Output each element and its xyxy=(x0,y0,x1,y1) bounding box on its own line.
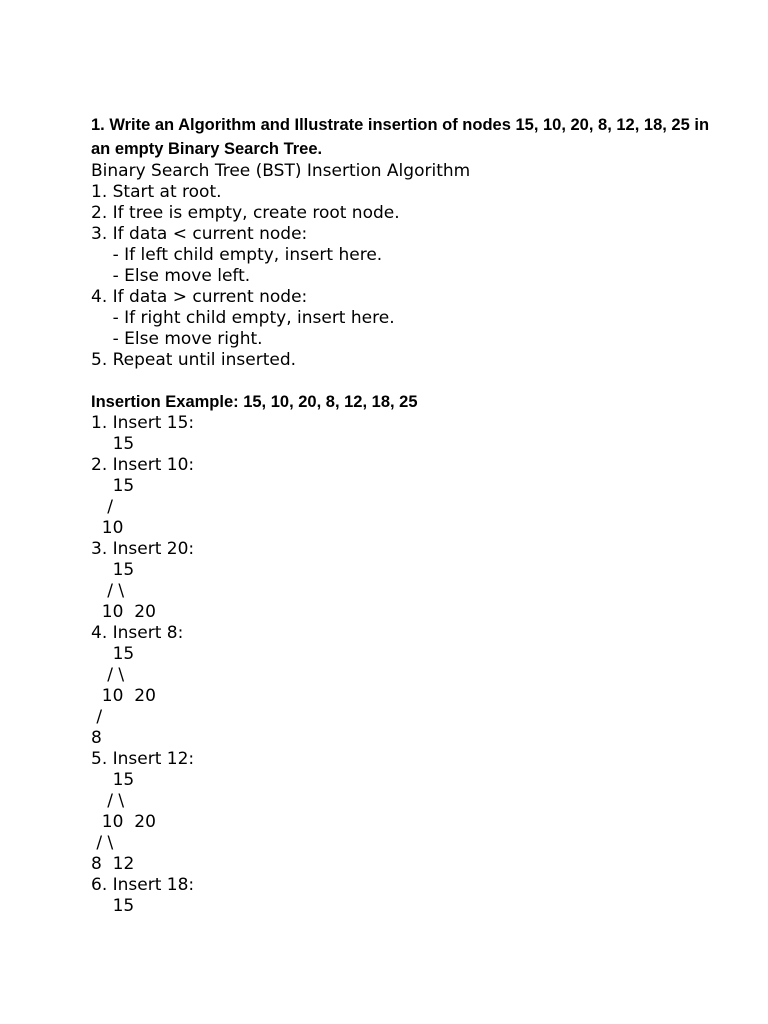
example-line: 2. Insert 10: xyxy=(91,455,195,475)
blank-line xyxy=(91,371,731,392)
algorithm-step: 3. If data < current node: xyxy=(91,224,308,244)
example-line: 8 12 xyxy=(91,854,135,874)
example-line: / xyxy=(91,707,103,727)
example-line: / \ xyxy=(91,791,125,811)
algorithm-heading: Binary Search Tree (BST) Insertion Algorithm xyxy=(91,161,471,181)
algorithm-step: - If left child empty, insert here. xyxy=(91,245,383,265)
example-line: 10 20 xyxy=(91,602,156,622)
example-line: 15 xyxy=(91,896,135,916)
example-line: 5. Insert 12: xyxy=(91,749,195,769)
algorithm-steps xyxy=(91,182,731,371)
example-line: 10 20 xyxy=(91,686,156,706)
example-heading: Insertion Example: 15, 10, 20, 8, 12, 18, 25 xyxy=(91,393,418,411)
algorithm-step: 2. If tree is empty, create root node. xyxy=(91,203,400,223)
example-line: / xyxy=(91,497,113,517)
example-line: 3. Insert 20: xyxy=(91,539,195,559)
algorithm-step: 5. Repeat until inserted. xyxy=(91,350,297,370)
algorithm-step: 4. If data > current node: xyxy=(91,287,308,307)
example-line: 10 20 xyxy=(91,812,156,832)
algorithm-step: 1. Start at root. xyxy=(91,182,222,202)
example-line: 15 xyxy=(91,560,135,580)
example-line: 4. Insert 8: xyxy=(91,623,184,643)
question-title: 1. Write an Algorithm and Illustrate insertion of nodes 15, 10, 20, 8, 12, 18, 25 in an empty Binary Search Tree. xyxy=(91,116,710,158)
algorithm-step: - Else move left. xyxy=(91,266,251,286)
example-line: 15 xyxy=(91,476,135,496)
example-lines xyxy=(91,413,731,917)
example-line: 15 xyxy=(91,770,135,790)
example-line: / \ xyxy=(91,581,125,601)
example-line: 1. Insert 15: xyxy=(91,413,195,433)
algorithm-step: - Else move right. xyxy=(91,329,263,349)
example-line: 6. Insert 18: xyxy=(91,875,195,895)
example-line: 8 xyxy=(91,728,102,748)
example-line: / \ xyxy=(91,665,125,685)
algorithm-step: - If right child empty, insert here. xyxy=(91,308,395,328)
example-line: 15 xyxy=(91,434,135,454)
example-line: / \ xyxy=(91,833,114,853)
example-line: 10 xyxy=(91,518,124,538)
document-page xyxy=(91,111,731,917)
example-line: 15 xyxy=(91,644,135,664)
